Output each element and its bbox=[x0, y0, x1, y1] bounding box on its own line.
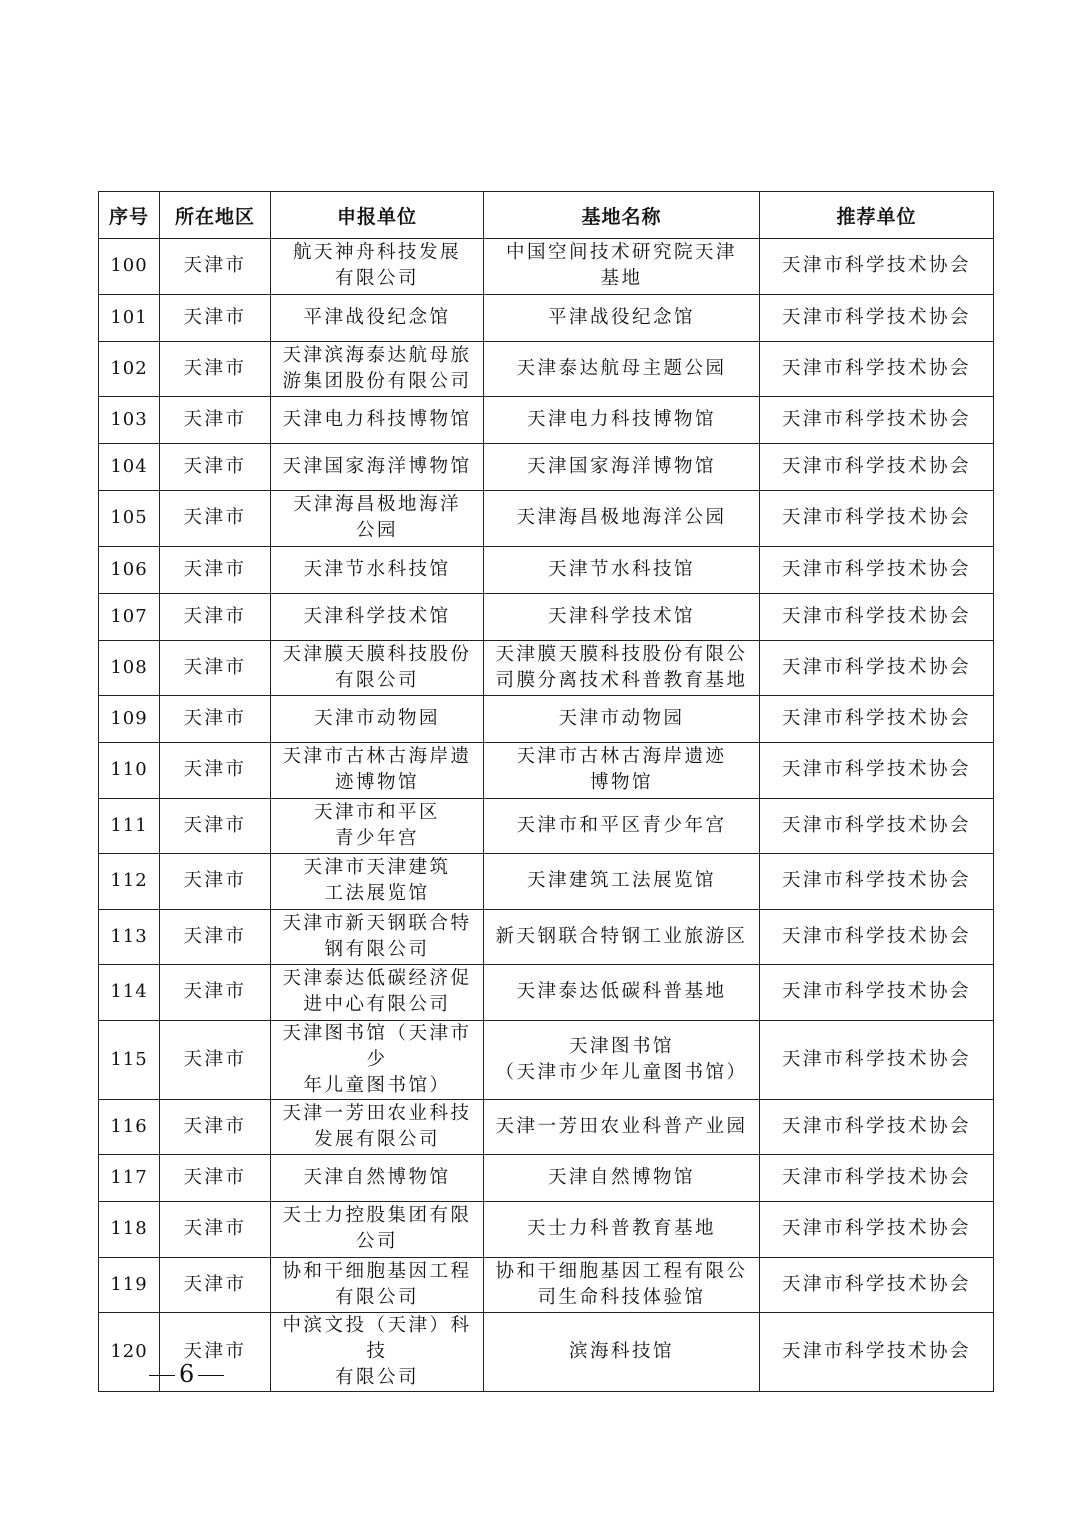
cell-region: 天津市 bbox=[160, 854, 271, 910]
cell-recommender: 天津市科学技术协会 bbox=[760, 1313, 994, 1392]
cell-base-name bbox=[484, 444, 760, 491]
cell-serial-number: 117 bbox=[99, 1155, 160, 1202]
cell-recommender: 天津市科学技术协会 bbox=[760, 1202, 994, 1258]
cell-serial-number: 113 bbox=[99, 909, 160, 965]
cell-applicant-line: 天津市动物园 bbox=[313, 708, 440, 729]
cell-region: 天津市 bbox=[160, 1202, 271, 1258]
cell-serial-number: 100 bbox=[99, 239, 160, 295]
cell-applicant-line: 平津战役纪念馆 bbox=[303, 306, 451, 328]
cell-base-name bbox=[484, 397, 760, 444]
cell-base-name-line: 新天钢联合特钢工业旅游区 bbox=[495, 925, 748, 947]
cell-applicant-line: 协和干细胞基因工程 bbox=[282, 1260, 472, 1282]
cell-applicant-line: 游集团股份有限公司 bbox=[282, 370, 472, 392]
right-dash bbox=[198, 1375, 224, 1377]
cell-base-name bbox=[484, 239, 760, 295]
cell-recommender: 天津市科学技术协会 bbox=[760, 798, 994, 854]
cell-applicant-line: 天津市新天钢联合特 bbox=[282, 912, 472, 934]
cell-serial-number: 104 bbox=[99, 444, 160, 491]
cell-serial-number: 109 bbox=[99, 696, 160, 743]
table-header-row bbox=[99, 192, 994, 239]
cell-base-name-line: 天津建筑工法展览馆 bbox=[526, 870, 716, 892]
cell-applicant bbox=[271, 798, 484, 854]
cell-recommender: 天津市科学技术协会 bbox=[760, 696, 994, 743]
cell-base-name-line: 天津自然博物馆 bbox=[547, 1167, 695, 1188]
cell-serial-number: 118 bbox=[99, 1202, 160, 1258]
cell-applicant-line: 天津市天津建筑 bbox=[303, 857, 451, 879]
cell-applicant-line: 中滨文投（天津）科技 bbox=[282, 1315, 472, 1362]
cell-region: 天津市 bbox=[160, 640, 271, 696]
table-row bbox=[99, 1313, 994, 1392]
cell-base-name bbox=[484, 1155, 760, 1202]
cell-region: 天津市 bbox=[160, 1155, 271, 1202]
cell-recommender: 天津市科学技术协会 bbox=[760, 397, 994, 444]
cell-region: 天津市 bbox=[160, 909, 271, 965]
header-serial-number: 序号 bbox=[99, 192, 160, 239]
table-row bbox=[99, 1155, 994, 1202]
science-base-list-table bbox=[98, 191, 994, 1392]
cell-base-name-line: 天津海昌极地海洋公园 bbox=[516, 507, 727, 529]
cell-base-name-line: 天津市动物园 bbox=[558, 708, 685, 729]
cell-base-name-line: 天津图书馆 bbox=[568, 1035, 674, 1057]
cell-applicant-line: 天津一芳田农业科技 bbox=[282, 1102, 472, 1124]
cell-base-name bbox=[484, 1099, 760, 1155]
cell-applicant-line: 天津市古林古海岸遗 bbox=[282, 746, 472, 768]
cell-base-name bbox=[484, 640, 760, 696]
cell-applicant-line: 天津泰达低碳经济促 bbox=[282, 968, 472, 990]
cell-base-name-line: 天津国家海洋博物馆 bbox=[526, 456, 716, 477]
cell-base-name bbox=[484, 798, 760, 854]
cell-serial-number: 110 bbox=[99, 743, 160, 799]
cell-serial-number: 108 bbox=[99, 640, 160, 696]
cell-base-name bbox=[484, 1020, 760, 1099]
cell-serial-number: 101 bbox=[99, 294, 160, 341]
cell-recommender: 天津市科学技术协会 bbox=[760, 1155, 994, 1202]
cell-applicant-line: 天津电力科技博物馆 bbox=[282, 409, 472, 430]
cell-base-name-line: 天津一芳田农业科普产业园 bbox=[495, 1115, 748, 1137]
cell-applicant bbox=[271, 854, 484, 910]
cell-applicant bbox=[271, 1202, 484, 1258]
cell-base-name-line: 天士力科普教育基地 bbox=[526, 1218, 716, 1240]
cell-base-name bbox=[484, 294, 760, 341]
cell-serial-number: 119 bbox=[99, 1257, 160, 1313]
cell-base-name-line: 天津泰达低碳科普基地 bbox=[516, 981, 727, 1003]
cell-applicant bbox=[271, 239, 484, 295]
cell-region: 天津市 bbox=[160, 294, 271, 341]
page-number-footer bbox=[145, 1360, 228, 1388]
cell-serial-number: 103 bbox=[99, 397, 160, 444]
cell-applicant bbox=[271, 1099, 484, 1155]
cell-serial-number: 102 bbox=[99, 341, 160, 397]
cell-region: 天津市 bbox=[160, 491, 271, 547]
header-recommender: 推荐单位 bbox=[760, 192, 994, 239]
cell-recommender: 天津市科学技术协会 bbox=[760, 593, 994, 640]
cell-applicant-line: 天士力控股集团有限 bbox=[282, 1205, 472, 1227]
header-base-name: 基地名称 bbox=[484, 192, 760, 239]
left-dash bbox=[149, 1375, 175, 1377]
cell-base-name-line: 天津泰达航母主题公园 bbox=[516, 357, 727, 379]
cell-recommender: 天津市科学技术协会 bbox=[760, 239, 994, 295]
cell-base-name bbox=[484, 1313, 760, 1392]
cell-applicant-line: 迹博物馆 bbox=[334, 772, 419, 794]
cell-recommender: 天津市科学技术协会 bbox=[760, 1020, 994, 1099]
cell-base-name bbox=[484, 1202, 760, 1258]
table-row bbox=[99, 341, 994, 397]
table-row bbox=[99, 798, 994, 854]
cell-applicant bbox=[271, 397, 484, 444]
cell-base-name-line: 天津市古林古海岸遗迹 bbox=[516, 746, 727, 768]
cell-applicant-line: 发展有限公司 bbox=[313, 1128, 440, 1150]
cell-applicant-line: 年儿童图书馆） bbox=[303, 1074, 451, 1096]
cell-serial-number: 112 bbox=[99, 854, 160, 910]
cell-base-name-line: 司生命科技体验馆 bbox=[537, 1286, 706, 1308]
cell-base-name bbox=[484, 696, 760, 743]
table-row bbox=[99, 491, 994, 547]
table-row bbox=[99, 640, 994, 696]
cell-recommender: 天津市科学技术协会 bbox=[760, 854, 994, 910]
cell-region: 天津市 bbox=[160, 397, 271, 444]
cell-applicant-line: 有限公司 bbox=[334, 268, 419, 290]
cell-region: 天津市 bbox=[160, 1313, 271, 1392]
table-row bbox=[99, 743, 994, 799]
cell-applicant-line: 天津市和平区 bbox=[313, 801, 440, 823]
cell-serial-number: 111 bbox=[99, 798, 160, 854]
cell-serial-number: 105 bbox=[99, 491, 160, 547]
cell-base-name-line: 滨海科技馆 bbox=[568, 1341, 674, 1362]
cell-region: 天津市 bbox=[160, 1099, 271, 1155]
cell-serial-number: 106 bbox=[99, 546, 160, 593]
cell-base-name bbox=[484, 743, 760, 799]
cell-base-name bbox=[484, 909, 760, 965]
cell-applicant-line: 青少年宫 bbox=[334, 827, 419, 849]
cell-serial-number: 114 bbox=[99, 965, 160, 1021]
cell-base-name-line: 基地 bbox=[600, 268, 643, 290]
cell-base-name-line: 天津科学技术馆 bbox=[547, 605, 695, 627]
cell-base-name-line: 天津电力科技博物馆 bbox=[526, 409, 716, 430]
table-row bbox=[99, 1202, 994, 1258]
cell-base-name-line: 博物馆 bbox=[589, 772, 653, 794]
cell-region: 天津市 bbox=[160, 696, 271, 743]
cell-applicant-line: 公司 bbox=[355, 1231, 398, 1253]
cell-applicant bbox=[271, 294, 484, 341]
cell-applicant bbox=[271, 640, 484, 696]
header-applicant: 申报单位 bbox=[271, 192, 484, 239]
cell-applicant bbox=[271, 1257, 484, 1313]
cell-base-name bbox=[484, 491, 760, 547]
cell-applicant-line: 公园 bbox=[355, 520, 398, 542]
cell-recommender: 天津市科学技术协会 bbox=[760, 909, 994, 965]
cell-region: 天津市 bbox=[160, 546, 271, 593]
cell-region: 天津市 bbox=[160, 743, 271, 799]
cell-base-name-line: （天津市少年儿童图书馆） bbox=[495, 1061, 748, 1083]
cell-base-name bbox=[484, 854, 760, 910]
cell-base-name bbox=[484, 341, 760, 397]
cell-recommender: 天津市科学技术协会 bbox=[760, 341, 994, 397]
cell-recommender: 天津市科学技术协会 bbox=[760, 640, 994, 696]
table-row bbox=[99, 593, 994, 640]
cell-applicant-line: 天津节水科技馆 bbox=[303, 558, 451, 580]
cell-applicant-line: 有限公司 bbox=[334, 1286, 419, 1308]
cell-serial-number: 107 bbox=[99, 593, 160, 640]
cell-base-name bbox=[484, 1257, 760, 1313]
table-row bbox=[99, 397, 994, 444]
cell-applicant bbox=[271, 743, 484, 799]
cell-base-name-line: 中国空间技术研究院天津 bbox=[505, 242, 737, 264]
cell-applicant bbox=[271, 965, 484, 1021]
cell-applicant bbox=[271, 696, 484, 743]
table-row bbox=[99, 909, 994, 965]
cell-region: 天津市 bbox=[160, 593, 271, 640]
cell-applicant bbox=[271, 1313, 484, 1392]
cell-applicant bbox=[271, 491, 484, 547]
cell-region: 天津市 bbox=[160, 239, 271, 295]
cell-applicant-line: 钢有限公司 bbox=[324, 938, 430, 960]
cell-base-name-line: 协和干细胞基因工程有限公 bbox=[495, 1260, 748, 1282]
cell-applicant-line: 天津国家海洋博物馆 bbox=[282, 456, 472, 477]
cell-recommender: 天津市科学技术协会 bbox=[760, 294, 994, 341]
cell-applicant-line: 有限公司 bbox=[334, 1367, 419, 1388]
cell-applicant-line: 工法展览馆 bbox=[324, 883, 430, 905]
cell-serial-number: 120 bbox=[99, 1313, 160, 1392]
table-row bbox=[99, 239, 994, 295]
cell-recommender: 天津市科学技术协会 bbox=[760, 743, 994, 799]
cell-base-name-line: 天津膜天膜科技股份有限公 bbox=[495, 643, 748, 665]
list-table-container bbox=[98, 191, 993, 1392]
cell-applicant-line: 天津科学技术馆 bbox=[303, 605, 451, 627]
cell-applicant bbox=[271, 593, 484, 640]
table-row bbox=[99, 696, 994, 743]
cell-region: 天津市 bbox=[160, 965, 271, 1021]
cell-applicant-line: 天津膜天膜科技股份 bbox=[282, 643, 472, 665]
cell-applicant bbox=[271, 444, 484, 491]
table-row bbox=[99, 1257, 994, 1313]
cell-applicant bbox=[271, 1155, 484, 1202]
table-row bbox=[99, 854, 994, 910]
table-row bbox=[99, 546, 994, 593]
cell-applicant bbox=[271, 1020, 484, 1099]
cell-recommender: 天津市科学技术协会 bbox=[760, 1257, 994, 1313]
cell-applicant-line: 天津滨海泰达航母旅 bbox=[282, 344, 472, 366]
table-row bbox=[99, 1020, 994, 1099]
cell-applicant-line: 进中心有限公司 bbox=[303, 994, 451, 1016]
cell-base-name-line: 平津战役纪念馆 bbox=[547, 306, 695, 328]
cell-applicant bbox=[271, 546, 484, 593]
cell-region: 天津市 bbox=[160, 1257, 271, 1313]
header-region: 所在地区 bbox=[160, 192, 271, 239]
cell-serial-number: 116 bbox=[99, 1099, 160, 1155]
table-row bbox=[99, 444, 994, 491]
cell-base-name-line: 天津市和平区青少年宫 bbox=[516, 814, 727, 836]
cell-applicant-line: 航天神舟科技发展 bbox=[292, 242, 461, 264]
cell-region: 天津市 bbox=[160, 341, 271, 397]
table-row bbox=[99, 1099, 994, 1155]
cell-recommender: 天津市科学技术协会 bbox=[760, 444, 994, 491]
cell-applicant-line: 天津自然博物馆 bbox=[303, 1167, 451, 1188]
cell-recommender: 天津市科学技术协会 bbox=[760, 1099, 994, 1155]
cell-recommender: 天津市科学技术协会 bbox=[760, 491, 994, 547]
cell-base-name bbox=[484, 965, 760, 1021]
cell-applicant-line: 天津图书馆（天津市少 bbox=[282, 1022, 472, 1070]
cell-recommender: 天津市科学技术协会 bbox=[760, 546, 994, 593]
cell-serial-number: 115 bbox=[99, 1020, 160, 1099]
cell-region: 天津市 bbox=[160, 444, 271, 491]
cell-applicant bbox=[271, 341, 484, 397]
cell-base-name bbox=[484, 593, 760, 640]
cell-applicant-line: 天津海昌极地海洋 bbox=[292, 494, 461, 516]
table-row bbox=[99, 294, 994, 341]
table-body bbox=[99, 239, 994, 1392]
cell-applicant bbox=[271, 909, 484, 965]
cell-recommender: 天津市科学技术协会 bbox=[760, 965, 994, 1021]
cell-base-name-line: 天津节水科技馆 bbox=[547, 558, 695, 580]
table-row bbox=[99, 965, 994, 1021]
cell-region: 天津市 bbox=[160, 1020, 271, 1099]
cell-base-name bbox=[484, 546, 760, 593]
cell-region: 天津市 bbox=[160, 798, 271, 854]
cell-applicant-line: 有限公司 bbox=[334, 669, 419, 691]
cell-base-name-line: 司膜分离技术科普教育基地 bbox=[495, 669, 748, 691]
page-number: 6 bbox=[179, 1360, 195, 1388]
